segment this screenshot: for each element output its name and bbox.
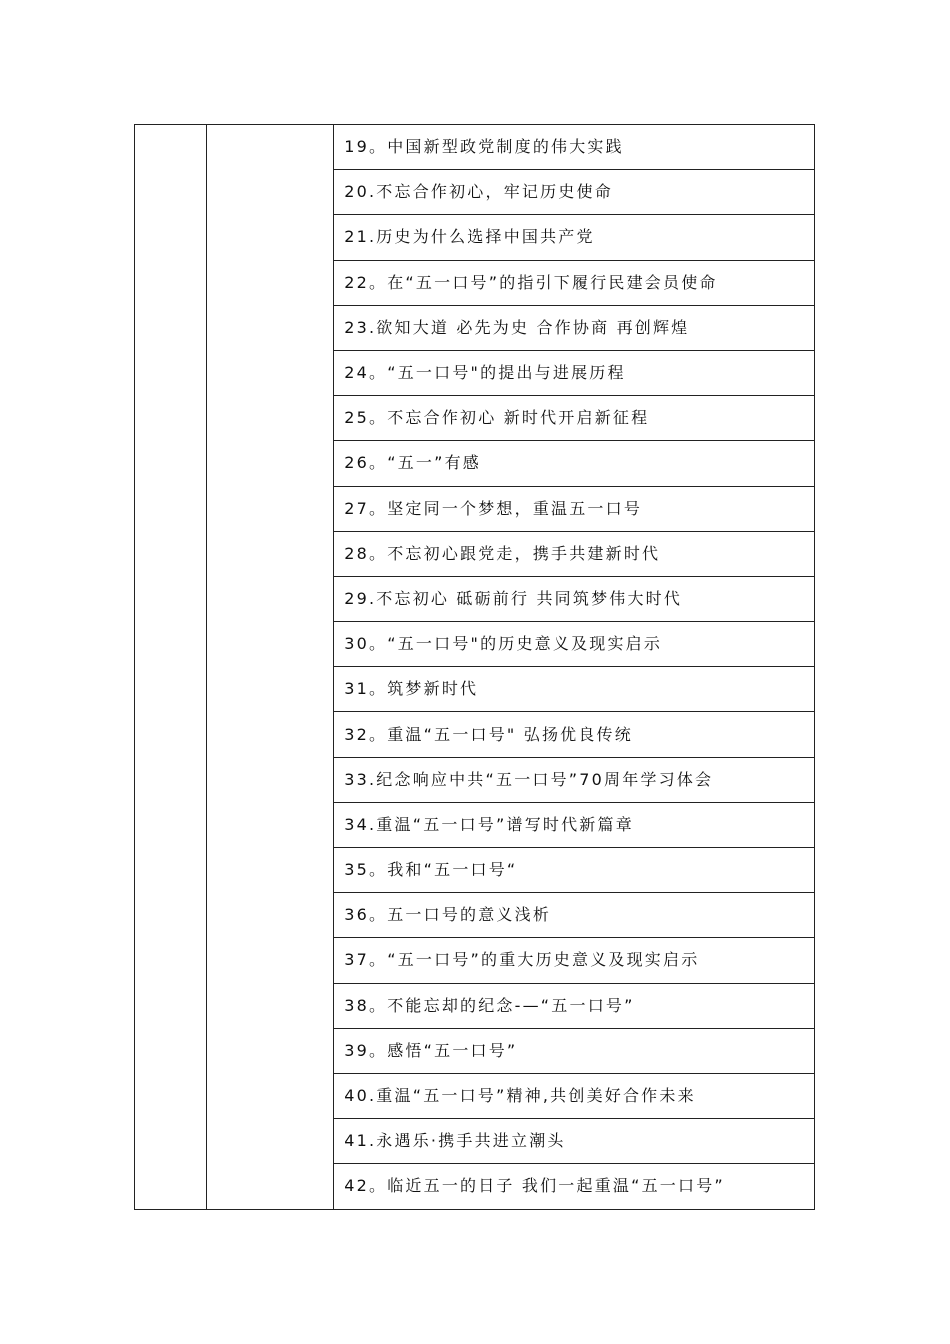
list-item: 40.重温“五一口号”精神,共创美好合作未来 xyxy=(334,1073,815,1118)
list-item: 38。不能忘却的纪念-—“五一口号” xyxy=(334,983,815,1028)
list-item: 33.纪念响应中共“五一口号”70周年学习体会 xyxy=(334,757,815,802)
list-item: 23.欲知大道 必先为史 合作协商 再创辉煌 xyxy=(334,305,815,350)
list-item: 36。五一口号的意义浅析 xyxy=(334,893,815,938)
list-item: 30。“五一口号"的历史意义及现实启示 xyxy=(334,622,815,667)
table-body xyxy=(135,125,815,1210)
list-item: 29.不忘初心 砥砺前行 共同筑梦伟大时代 xyxy=(334,576,815,621)
list-item: 20.不忘合作初心，牢记历史使命 xyxy=(334,170,815,215)
list-item: 19。中国新型政党制度的伟大实践 xyxy=(334,125,815,170)
list-item: 42。临近五一的日子 我们一起重温“五一口号” xyxy=(334,1164,815,1209)
list-item: 25。不忘合作初心 新时代开启新征程 xyxy=(334,396,815,441)
list-item: 32。重温“五一口号" 弘扬优良传统 xyxy=(334,712,815,757)
list-item: 24。“五一口号"的提出与进展历程 xyxy=(334,350,815,395)
empty-cell-middle xyxy=(207,125,334,1210)
list-item: 31。筑梦新时代 xyxy=(334,667,815,712)
list-item: 21.历史为什么选择中国共产党 xyxy=(334,215,815,260)
document-table xyxy=(134,124,815,1210)
list-item: 34.重温“五一口号”谱写时代新篇章 xyxy=(334,802,815,847)
list-item: 35。我和“五一口号“ xyxy=(334,848,815,893)
table-row xyxy=(135,125,815,170)
list-item: 22。在“五一口号”的指引下履行民建会员使命 xyxy=(334,260,815,305)
list-item: 41.永遇乐·携手共进立潮头 xyxy=(334,1119,815,1164)
empty-cell-left xyxy=(135,125,207,1210)
list-item: 26。“五一”有感 xyxy=(334,441,815,486)
list-item: 27。坚定同一个梦想，重温五一口号 xyxy=(334,486,815,531)
list-item: 37。“五一口号”的重大历史意义及现实启示 xyxy=(334,938,815,983)
list-item: 39。感悟“五一口号” xyxy=(334,1028,815,1073)
list-item: 28。不忘初心跟党走，携手共建新时代 xyxy=(334,531,815,576)
